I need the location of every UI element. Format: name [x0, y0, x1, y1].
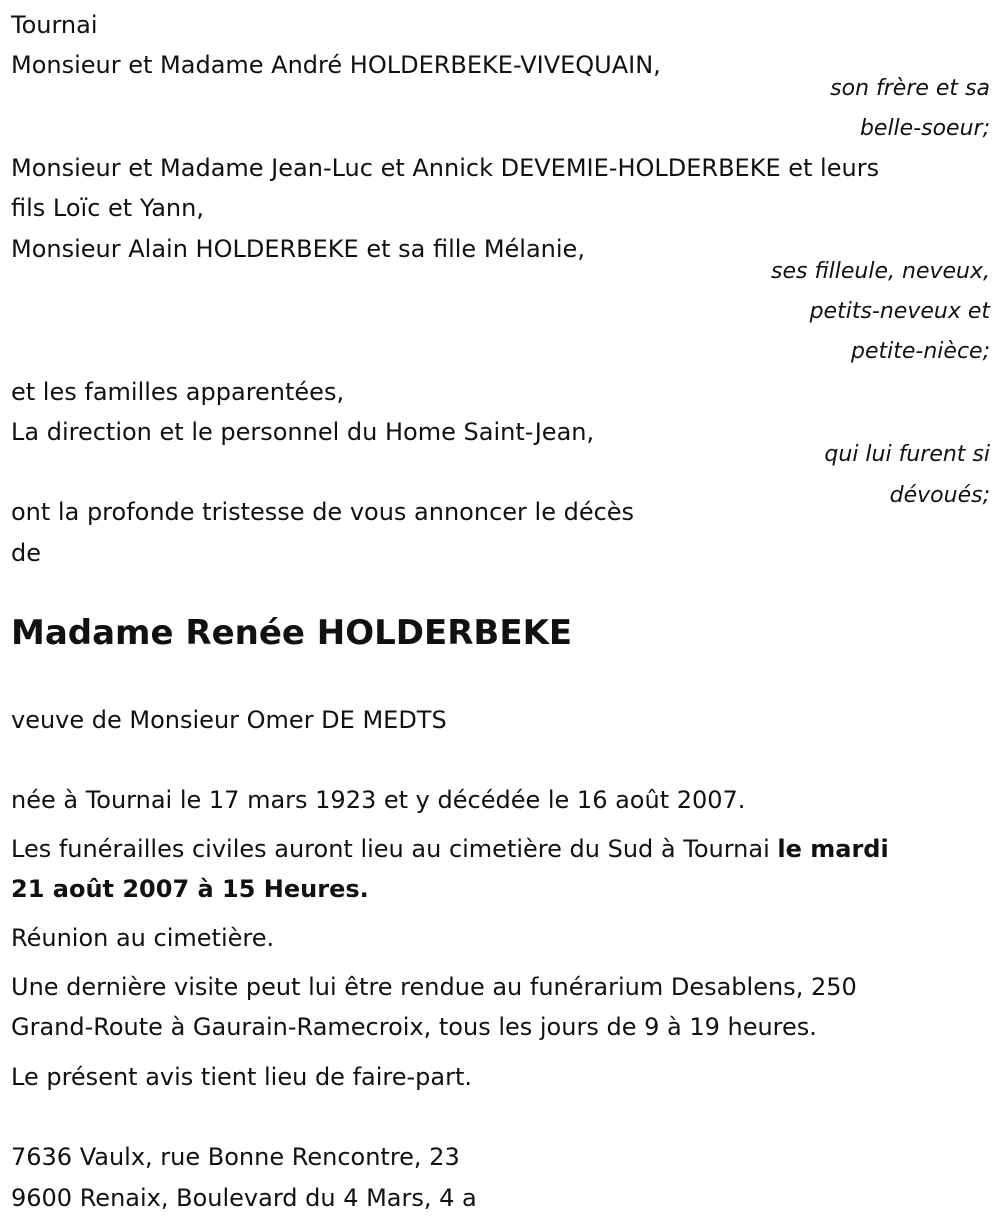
widow-of: veuve de Monsieur Omer DE MEDTS	[11, 706, 447, 734]
role-relatives-3: petite-nièce;	[851, 339, 990, 364]
role-sibling-2: belle-soeur;	[859, 116, 990, 141]
address-1: 7636 Vaulx, rue Bonne Rencontre, 23	[11, 1143, 460, 1171]
family-line-1: Monsieur et Madame André HOLDERBEKE-VIVEQUAIN,	[11, 51, 661, 79]
family-line-2a: Monsieur et Madame Jean-Luc et Annick DEVEMIE-HOLDERBEKE et leurs	[11, 154, 880, 182]
funeral-line-a	[11, 829, 889, 869]
family-line-5: La direction et le personnel du Home Saint-Jean,	[11, 418, 595, 446]
role-relatives-2: petits-neveux et	[809, 299, 990, 324]
city-heading: Tournai	[11, 11, 98, 39]
meeting-note: Réunion au cimetière.	[11, 924, 275, 952]
family-line-3: Monsieur Alain HOLDERBEKE et sa fille Mélanie,	[11, 235, 585, 263]
birth-death: née à Tournai le 17 mars 1923 et y décédée le 16 août 2007.	[11, 786, 746, 814]
announce-line-a: ont la profonde tristesse de vous annoncer le décès	[11, 498, 635, 526]
role-relatives-1: ses filleule, neveux,	[771, 259, 990, 284]
family-line-4: et les familles apparentées,	[11, 378, 345, 406]
funeral-date-bold-a: le mardi	[777, 835, 889, 863]
funeral-text: Les funérailles civiles auront lieu au cimetière du Sud à Tournai	[11, 835, 778, 863]
role-sibling-1: son frère et sa	[830, 76, 990, 101]
deceased-name: Madame Renée HOLDERBEKE	[11, 613, 573, 653]
role-staff-1: qui lui furent si	[824, 442, 990, 467]
visit-line-a: Une dernière visite peut lui être rendue au funérarium Desablens, 250	[11, 973, 857, 1001]
family-line-2b: fils Loïc et Yann,	[11, 194, 204, 222]
announce-line-b: de	[11, 539, 41, 567]
funeral-date-bold-b: 21 août 2007 à 15 Heures.	[11, 875, 369, 903]
notice: Le présent avis tient lieu de faire-part.	[11, 1063, 473, 1091]
role-staff-2: dévoués;	[889, 483, 990, 508]
visit-line-b: Grand-Route à Gaurain-Ramecroix, tous les jours de 9 à 19 heures.	[11, 1013, 817, 1041]
address-2: 9600 Renaix, Boulevard du 4 Mars, 4 a	[11, 1184, 477, 1212]
